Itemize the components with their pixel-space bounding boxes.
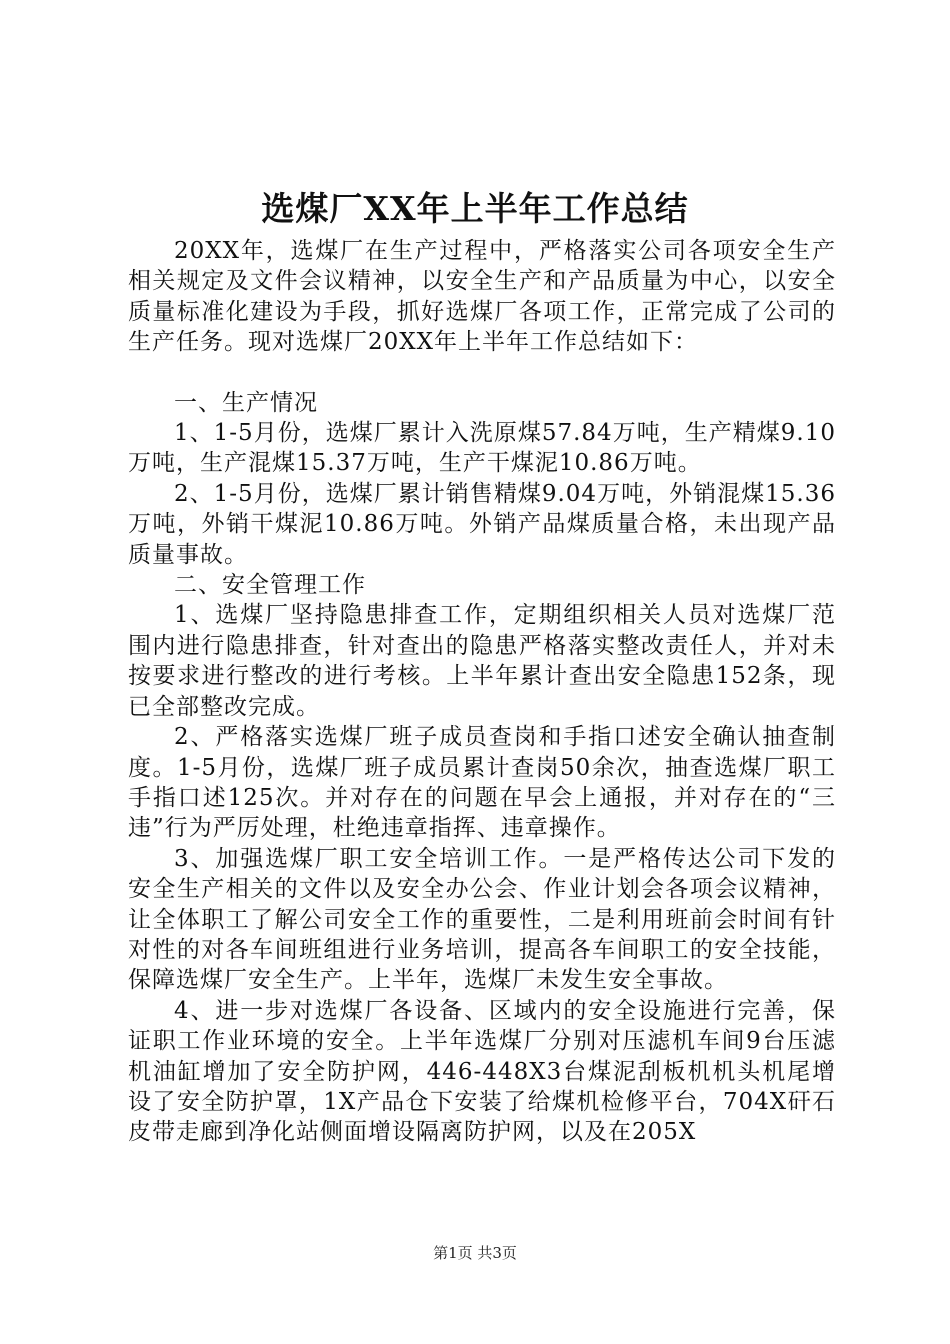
production-item-2: 2、1-5月份，选煤厂累计销售精煤9.04万吨，外销混煤15.36万吨，外销干煤泥10.86万吨。外销产品煤质量合格，未出现产品质量事故。 <box>128 480 836 568</box>
section-heading-safety: 二、安全管理工作 <box>174 572 366 599</box>
page-number-footer: 第1页 共3页 <box>433 1244 517 1262</box>
safety-item-3: 3、加强选煤厂职工安全培训工作。一是严格传达公司下发的安全生产相关的文件以及安全办公会、作业计划会各项会议精神，让全体职工了解公司安全工作的重要性，二是利用班前会时间有针对性的对各车间班组进行业务培训，提高各车间职工的安全技能，保障选煤厂安全生产。上半年，选煤厂未发生安全事故。 <box>128 845 836 994</box>
safety-item-1: 1、选煤厂坚持隐患排查工作，定期组织相关人员对选煤厂范围内进行隐患排查，针对查出的隐患严格落实整改责任人，并对未按要求进行整改的进行考核。上半年累计查出安全隐患152条，现已全部整改完成。 <box>128 602 836 720</box>
section-heading-production: 一、生产情况 <box>174 389 318 416</box>
intro-paragraph: 20XX年，选煤厂在生产过程中，严格落实公司各项安全生产相关规定及文件会议精神，以安全生产和产品质量为中心，以安全质量标准化建设为手段，抓好选煤厂各项工作，正常完成了公司的生产任务。现对选煤厂20XX年上半年工作总结如下： <box>128 238 836 356</box>
document-body <box>128 236 836 1148</box>
safety-item-2: 2、严格落实选煤厂班子成员查岗和手指口述安全确认抽查制度。1-5月份，选煤厂班子成员累计查岗50余次，抽查选煤厂职工手指口述125次。并对存在的问题在早会上通报，并对存在的“三违”行为严厉处理，杜绝违章指挥、违章操作。 <box>128 724 836 842</box>
document-title: 选煤厂XX年上半年工作总结 <box>261 189 689 228</box>
production-item-1: 1、1-5月份，选煤厂累计入洗原煤57.84万吨，生产精煤9.10万吨，生产混煤15.37万吨，生产干煤泥10.86万吨。 <box>128 420 836 477</box>
safety-item-4: 4、进一步对选煤厂各设备、区域内的安全设施进行完善，保证职工作业环境的安全。上半年选煤厂分别对压滤机车间9台压滤机油缸增加了安全防护网，446-448X3台煤泥刮板机机头机尾增设了安全防护罩，1X产品仓下安装了给煤机检修平台，704X矸石皮带走廊到净化站侧面增设隔离防护网，以及在205X <box>128 997 836 1146</box>
